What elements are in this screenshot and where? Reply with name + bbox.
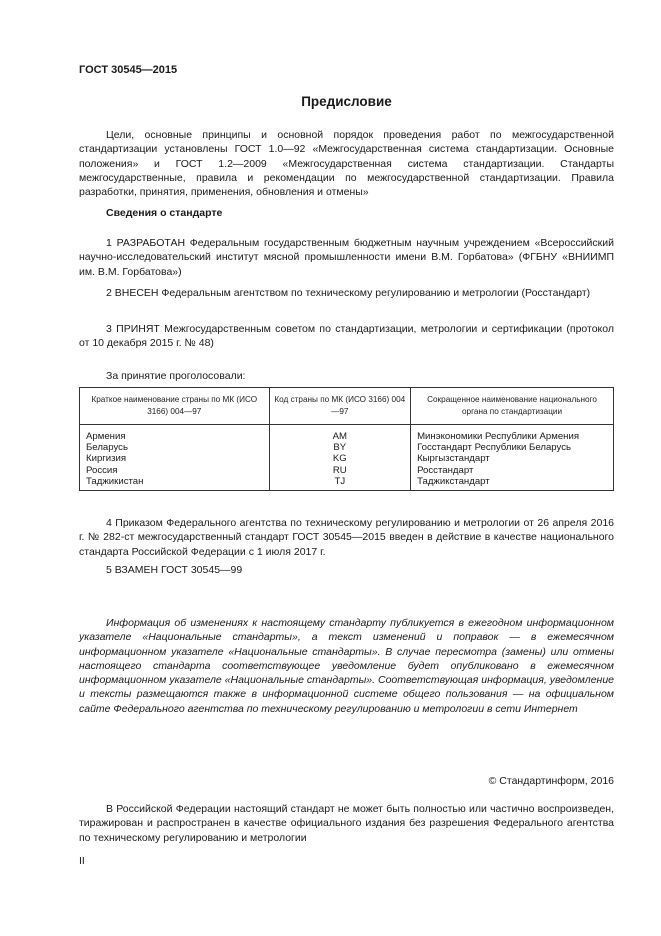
national-body: Таджикстандарт [411,476,614,491]
national-body: Минэкономики Республики Армения [411,425,614,443]
country-name: Таджикистан [80,476,270,491]
item-adopted: 3 ПРИНЯТ Межгосударственным советом по стандартизации, метрологии и сертификации (протокол от 10 декабря 2015 г. № 48) [79,323,614,350]
country-code: KG [269,453,411,464]
standard-id: ГОСТ 30545—2015 [79,64,178,76]
header-country-code: Код страны по МК (ИСО 3166) 004—97 [269,388,411,425]
country-code: RU [269,465,411,476]
item-developed: 1 РАЗРАБОТАН Федеральным государственным бюджетным научным учреждением «Всероссийский научно-исследовательский институт мясной промышленности имени В.М. Горбатова» (ФГБНУ «ВНИИМП им. В.М. Горбатова») [79,237,614,278]
country-name: Россия [80,465,270,476]
vote-table [79,387,614,491]
copyright: © Стандартинформ, 2016 [488,775,614,787]
item-introduced: 2 ВНЕСЕН Федеральным агентством по техническому регулированию и метрологии (Росстандарт) [106,287,591,299]
table-row [80,453,614,464]
voted-label: За принятие проголосовали: [106,370,246,382]
country-code: TJ [269,476,411,491]
country-name: Армения [80,425,270,443]
item-order: 4 Приказом Федерального агентства по техническому регулированию и метрологии от 26 апреля 2016 г. № 282-ст межгосударственный стандарт ГОСТ 30545—2015 введен в действие в качестве национального стандарта Российской Федерации с 1 июля 2017 г. [79,517,614,558]
table-row [80,425,614,443]
rights-paragraph: В Российской Федерации настоящий стандарт не может быть полностью или частично воспроизведен, тиражирован и распространен в качестве официального издания без разрешения Федерального агентства по техническому регулированию и метрологии [79,803,614,844]
item-replaces: 5 ВЗАМЕН ГОСТ 30545—99 [106,564,243,576]
table-row [80,476,614,491]
country-code: BY [269,442,411,453]
intro-paragraph: Цели, основные принципы и основной порядок проведения работ по межгосударственной стандартизации установлены ГОСТ 1.0—92 «Межгосударственная система стандартизации. Основные положения» и ГОСТ 1.2—2009 «Межгосударственная система стандартизации. Стандарты межгосударственные, правила и рекомендации по межгосударственной стандартизации. Правила разработки, принятия, применения, обновления и отмены» [79,129,614,199]
header-national-body: Сокращенное наименование национального органа по стандартизации [411,388,614,425]
header-country-name: Краткое наименование страны по МК (ИСО 3166) 004—97 [80,388,270,425]
info-heading: Сведения о стандарте [106,207,223,219]
table-row [80,442,614,453]
country-code: AM [269,425,411,443]
vote-table-header [80,388,614,425]
national-body: Кыргызстандарт [411,453,614,464]
table-row [80,465,614,476]
page-title: Предисловие [301,94,392,109]
national-body: Росстандарт [411,465,614,476]
notice-paragraph: Информация об изменениях к настоящему стандарту публикуется в ежегодном информационном указателе «Национальные стандарты», а текст изменений и поправок — в ежемесячном информационном указателе «Национальные стандарты». В случае пересмотра (замены) или отмены настоящего стандарта соответствующее уведомление будет опубликовано в ежемесячном информационном указателе «Национальные стандарты». Соответствующая информация, уведомление и тексты размещаются также в информационной системе общего пользования — на официальном сайте Федерального агентства по техническому регулированию и метрологии в сети Интернет [79,617,614,715]
country-name: Киргизия [80,453,270,464]
page-number: II [79,855,85,867]
national-body: Госстандарт Республики Беларусь [411,442,614,453]
country-name: Беларусь [80,442,270,453]
